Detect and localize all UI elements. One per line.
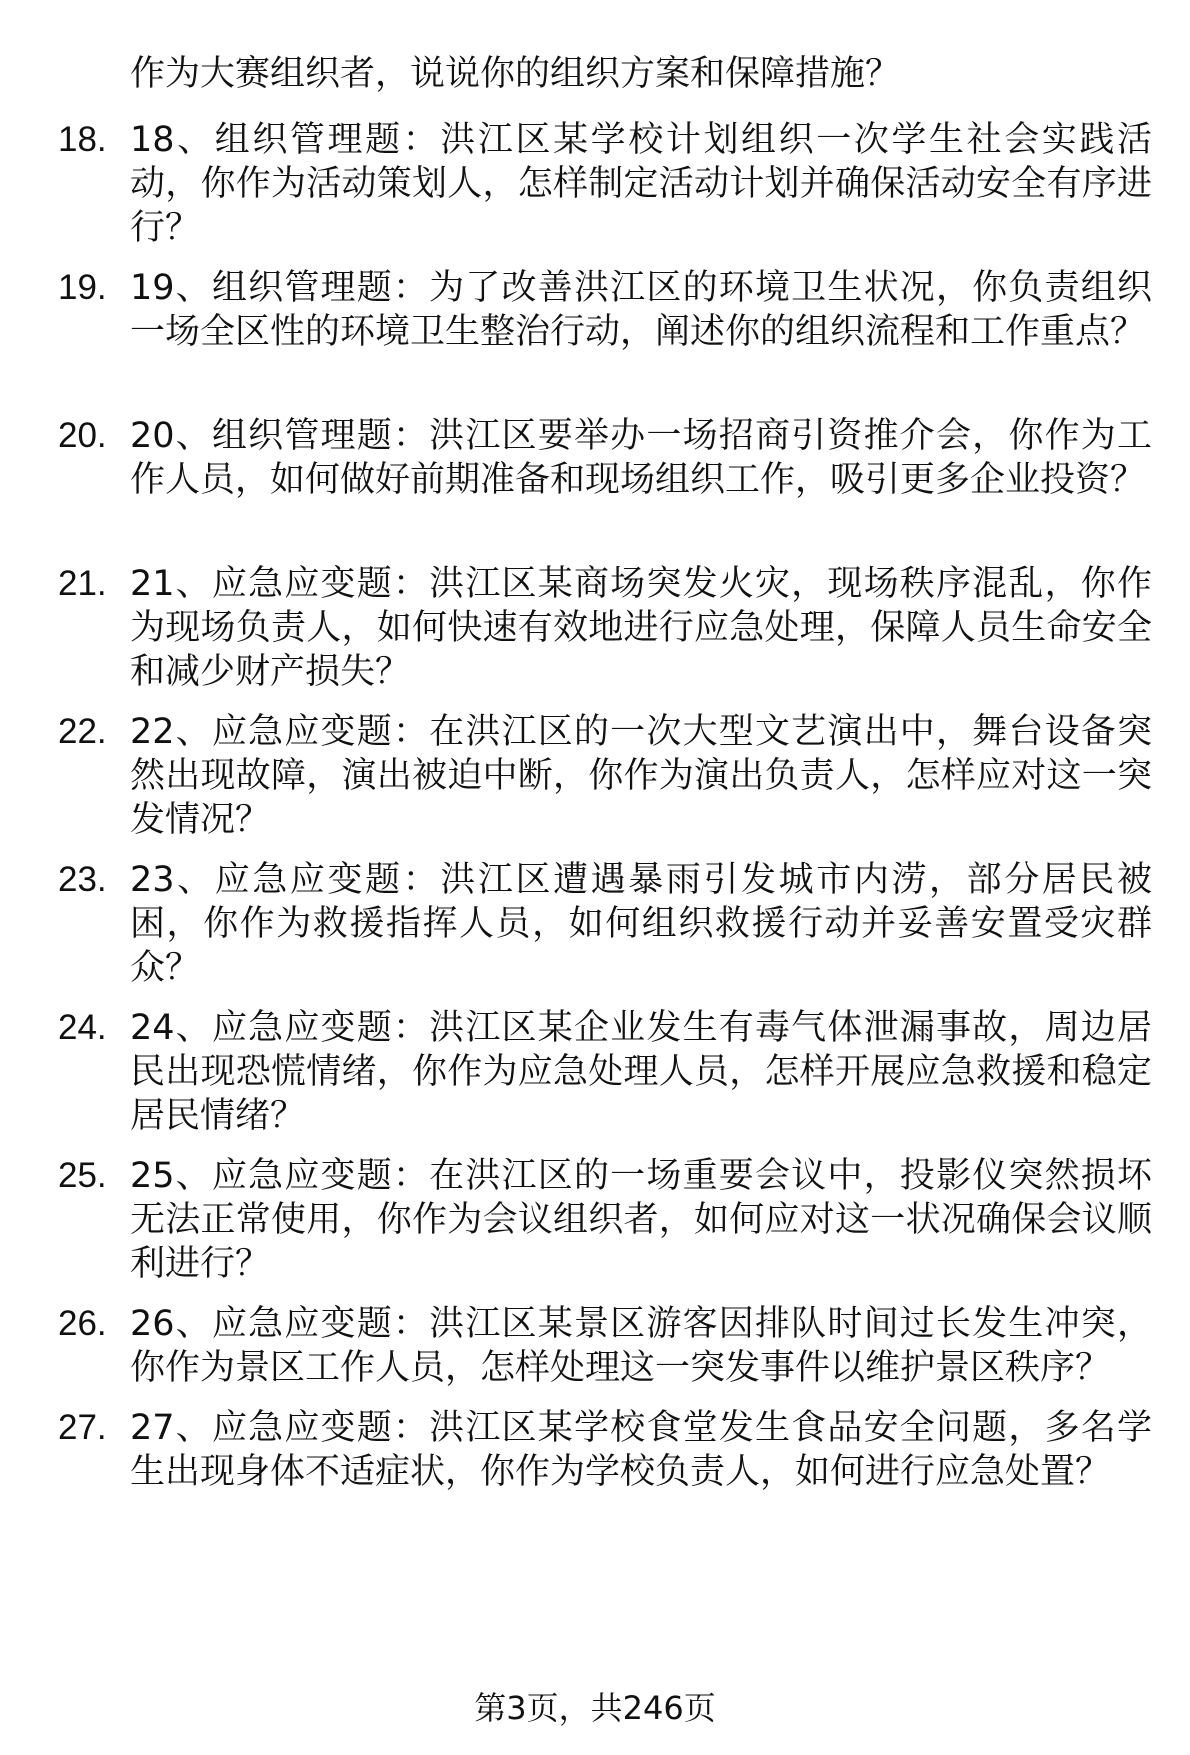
item-number: 21. xyxy=(58,564,107,603)
item-text: 25、应急应变题：在洪江区的一场重要会议中，投影仪突然损坏无法正常使用，你作为会议组织者，如何应对这一状况确保会议顺利进行？ xyxy=(130,1156,1152,1284)
item-number: 20. xyxy=(58,416,107,455)
item-number: 23. xyxy=(58,860,107,899)
item-number: 27. xyxy=(58,1408,107,1447)
item-text: 20、组织管理题：洪江区要举办一场招商引资推介会，你作为工作人员，如何做好前期准备和现场组织工作，吸引更多企业投资？ xyxy=(130,416,1152,500)
item-number: 26. xyxy=(58,1304,107,1343)
item-text: 27、应急应变题：洪江区某学校食堂发生食品安全问题，多名学生出现身体不适症状，你作为学校负责人，如何进行应急处置？ xyxy=(130,1408,1152,1492)
item-number: 24. xyxy=(58,1008,107,1047)
item-number: 25. xyxy=(58,1156,107,1195)
item-text: 21、应急应变题：洪江区某商场突发火灾，现场秩序混乱，你作为现场负责人，如何快速有效地进行应急处理，保障人员生命安全和减少财产损失？ xyxy=(130,564,1152,692)
item-number: 19. xyxy=(58,268,107,307)
item-text: 24、应急应变题：洪江区某企业发生有毒气体泄漏事故，周边居民出现恐慌情绪，你作为应急处理人员，怎样开展应急救援和稳定居民情绪？ xyxy=(130,1008,1152,1136)
item-text: 19、组织管理题：为了改善洪江区的环境卫生状况，你负责组织一场全区性的环境卫生整治行动，阐述你的组织流程和工作重点？ xyxy=(130,268,1152,352)
continuation-text: 作为大赛组织者，说说你的组织方案和保障措施？ xyxy=(130,54,901,94)
item-text: 26、应急应变题：洪江区某景区游客因排队时间过长发生冲突，你作为景区工作人员，怎样处理这一突发事件以维护景区秩序？ xyxy=(130,1304,1152,1388)
item-number: 18. xyxy=(58,120,107,159)
page-footer: 第3页，共246页 xyxy=(474,1689,716,1727)
item-text: 22、应急应变题：在洪江区的一次大型文艺演出中，舞台设备突然出现故障，演出被迫中断，你作为演出负责人，怎样应对这一突发情况？ xyxy=(130,712,1152,840)
item-number: 22. xyxy=(58,712,107,751)
item-text: 23、应急应变题：洪江区遭遇暴雨引发城市内涝，部分居民被困，你作为救援指挥人员，如何组织救援行动并妥善安置受灾群众？ xyxy=(130,860,1152,988)
item-text: 18、组织管理题：洪江区某学校计划组织一次学生社会实践活动，你作为活动策划人，怎样制定活动计划并确保活动安全有序进行？ xyxy=(130,120,1152,248)
